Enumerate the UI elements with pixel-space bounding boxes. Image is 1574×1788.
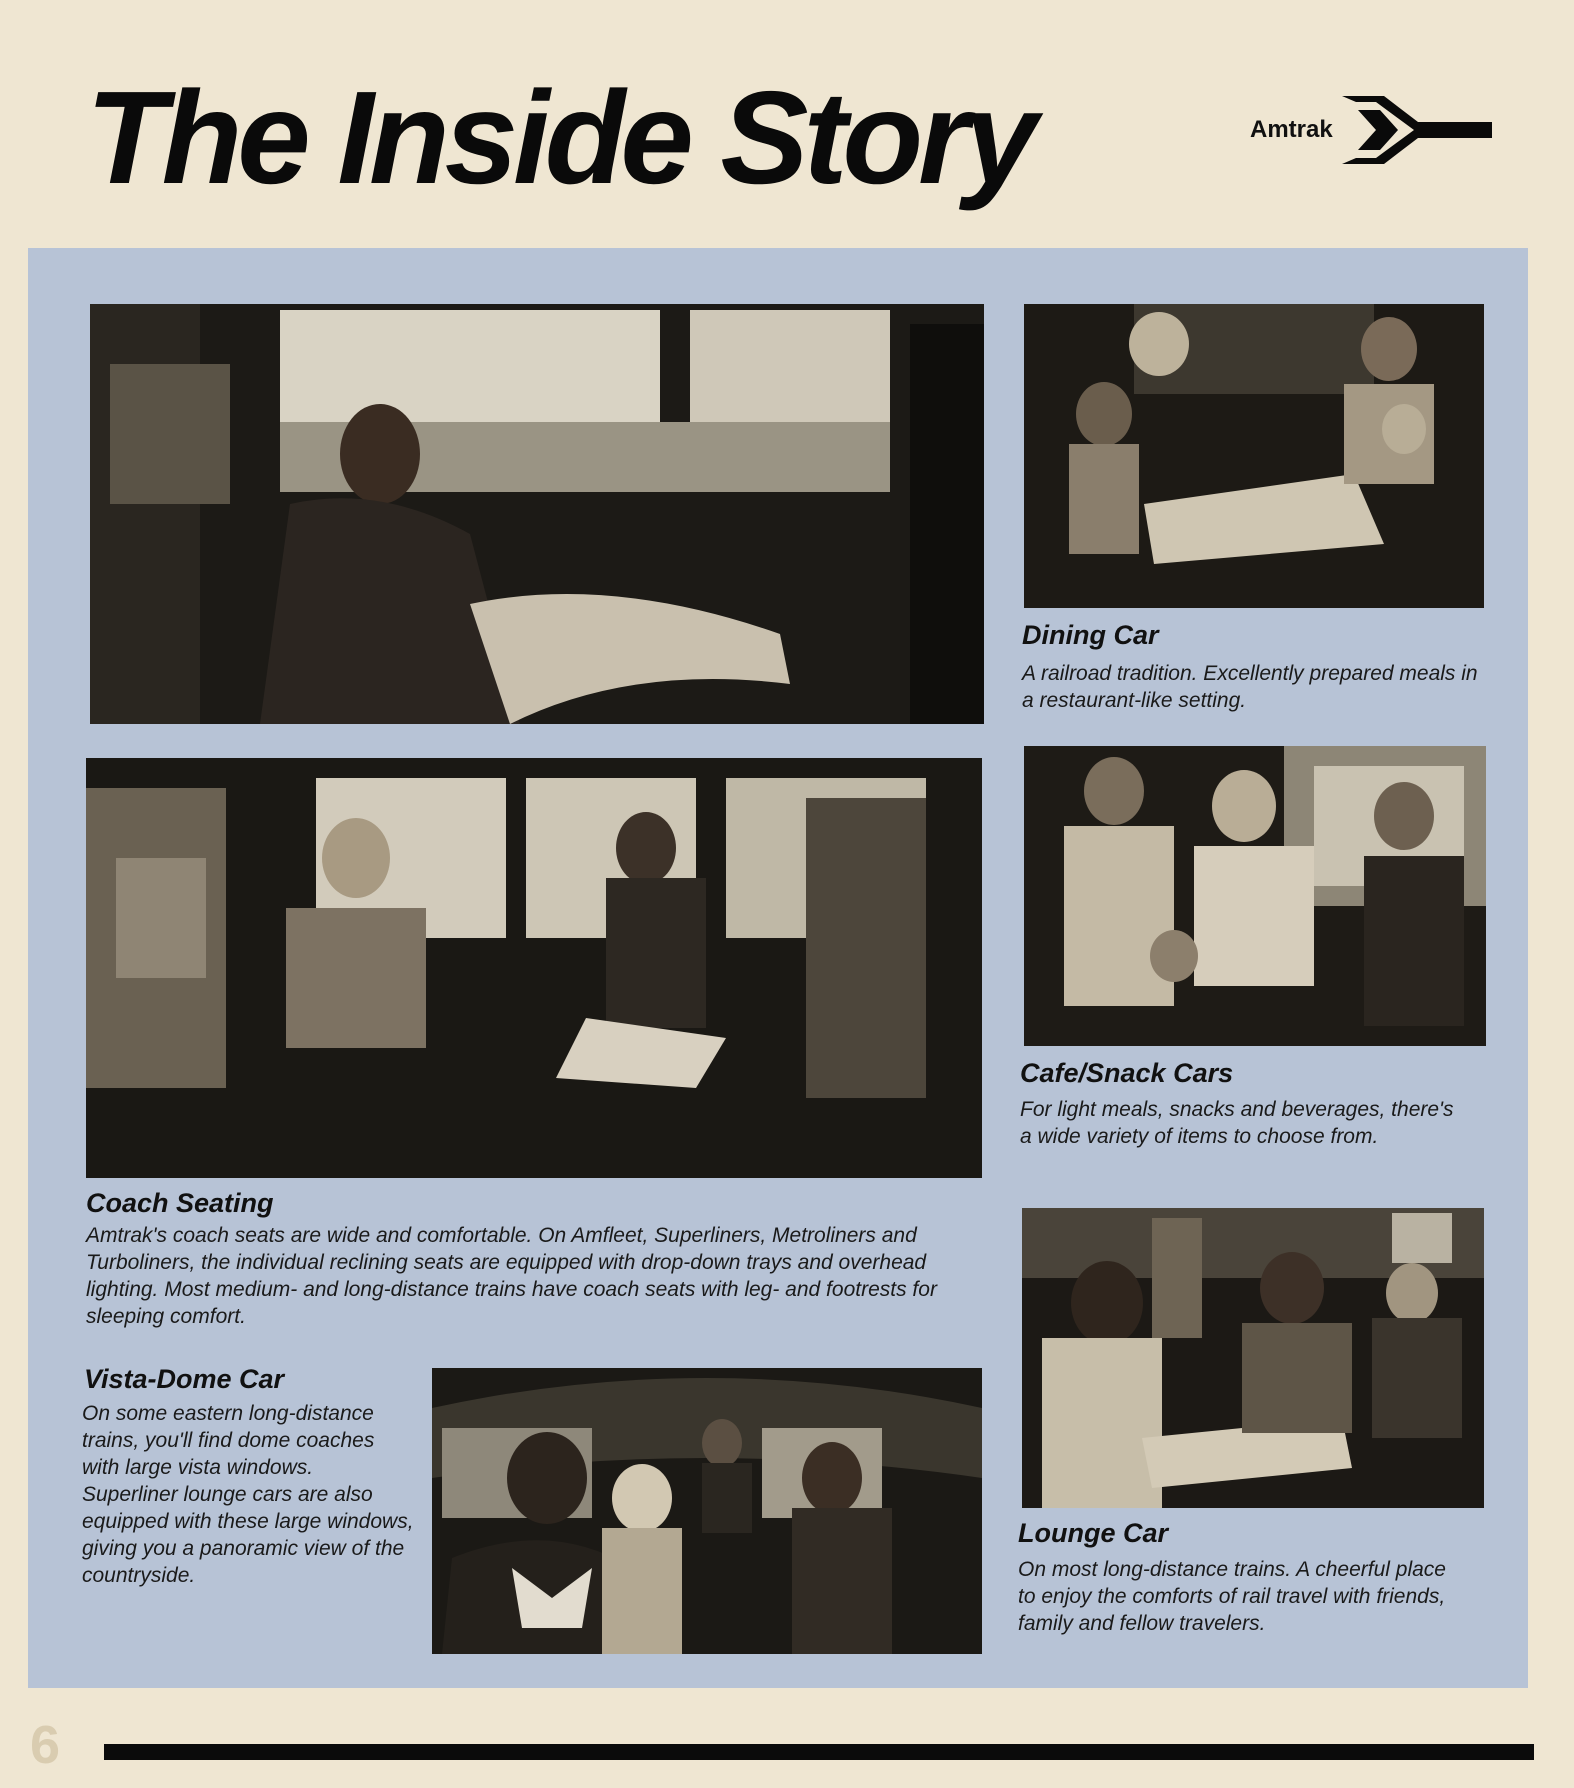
lounge-car-description: On most long-distance trains. A cheerful place to enjoy the comforts of rail travel with friends, family and fellow travelers.	[1018, 1558, 1446, 1635]
vista-dome-car-description: On some eastern long-distance trains, you'll find dome coaches with large vista windows. Superliner lounge cars are also equipped with these large windows, giving you a panoramic view of the countryside.	[82, 1402, 414, 1587]
page-title: The Inside Story	[86, 64, 1033, 211]
dining-car-heading: Dining Car	[1022, 620, 1159, 650]
friends-in-lounge-car-photo	[1022, 1208, 1484, 1508]
woman-in-coach-seat-photo	[90, 304, 984, 724]
page-number: 6	[30, 1715, 61, 1775]
family-in-dining-car-photo	[1024, 304, 1484, 608]
brand-name: Amtrak	[1250, 116, 1333, 143]
passengers-in-vista-dome-photo	[432, 1368, 982, 1654]
coach-seating-description: Amtrak's coach seats are wide and comfortable. On Amfleet, Superliners, Metroliners and Turboliners, the individual reclining seats are equipped with drop-down trays and overhead lighting. Most medium- and long-distance trains have coach seats with leg- and footrests for sleeping comfort.	[86, 1224, 937, 1328]
cafe-snack-cars-heading: Cafe/Snack Cars	[1020, 1058, 1234, 1088]
dining-car-description: A railroad tradition. Excellently prepared meals in a restaurant-like setting.	[1022, 662, 1478, 712]
footer-rule	[104, 1744, 1534, 1760]
amtrak-arrow-icon	[1322, 96, 1492, 164]
family-at-cafe-counter-photo	[1024, 746, 1486, 1046]
coach-seating-heading: Coach Seating	[86, 1188, 274, 1218]
lounge-car-heading: Lounge Car	[1018, 1518, 1169, 1548]
cafe-snack-cars-description: For light meals, snacks and beverages, there's a wide variety of items to choose from.	[1020, 1098, 1454, 1148]
amtrak-logo	[1250, 96, 1490, 166]
vista-dome-car-heading: Vista-Dome Car	[84, 1364, 285, 1394]
family-in-coach-photo	[86, 758, 982, 1178]
